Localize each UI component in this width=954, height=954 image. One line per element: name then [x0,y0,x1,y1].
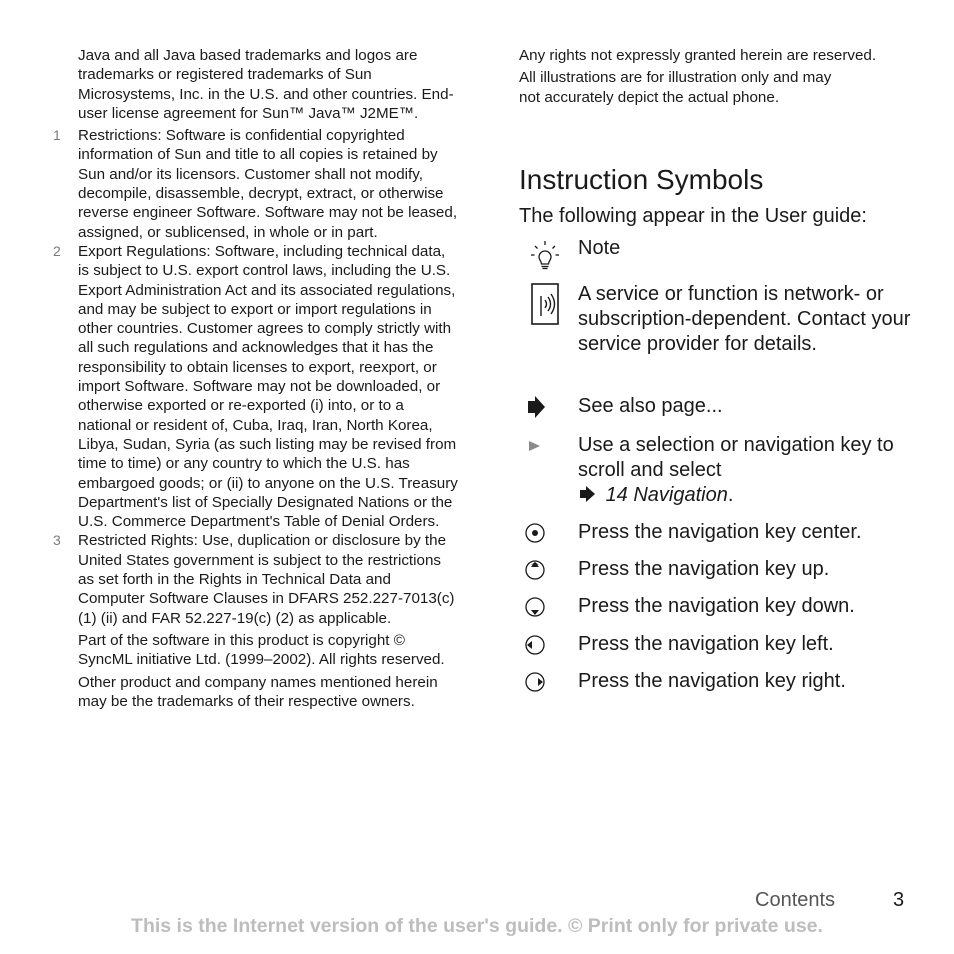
item-number: 2 [53,242,61,259]
syncml-paragraph: Part of the software in this product is copyright © SyncML initiative Ltd. (1999–2002). All rights reserved. [78,631,445,669]
footer-contents-link[interactable]: Contents [755,889,836,911]
symbol-text: Press the navigation key left. [578,633,834,655]
selection-text: Use a selection or navigation key to scroll and select [578,434,894,481]
triangle-pointer-icon [519,433,559,473]
illustration-disclaimer: All illustrations are for illustration only and may not accurately depict the actual phone. [519,69,832,106]
nav-key-left-icon [519,632,559,672]
symbol-text: See also page... [578,395,723,417]
java-trademark-paragraph: Java and all Java based trademarks and logos are trademarks or registered trademarks of Sun Microsystems, Inc. in the U.S. and other countries. End-user license agreement for Sun™ Java™ J2ME™. [78,47,454,122]
item-text: Restricted Rights: Use, duplication or disclosure by the United States government is subject to the restrictions as set forth in the Rights in Technical Data and Computer Software Clauses in DFARS 252.227-7013(c) (1) (ii) and FAR 52.227-19(c) (2) as applicable. [78,532,455,627]
arrow-right-icon [519,394,559,434]
item-number: 1 [53,127,61,144]
rights-reserved-text: Any rights not expressly granted herein are reserved. [519,47,877,64]
item-text: Export Regulations: Software, including technical data, is subject to U.S. export control laws, including the U.S. Export Administration Act and its associated regulations, and may be subject to export or import regulations in other countries. Customer agrees to comply strictly with all such regulations and acknowledges that it has the responsibility to obtain licenses to export, reexport, or import Software. Software may not be downloaded, or otherwise exported or re-exported (i) into, or to a national or resident of, Cuba, Iraq, Iran, North Korea, Libya, Sudan, Syria (as such listing may be revised from time to time) or any country to which the U.S. has embargoed goods; or (ii) to anyone on the U.S. Treasury Department's list of Specially Designated Nations or the U.S. Commerce Department's Table of Denial Orders. [78,242,458,531]
symbol-text: Press the navigation key up. [578,558,830,580]
nav-key-down-icon [519,594,559,634]
restriction-item-2 [53,242,458,531]
item-text: Restrictions: Software is confidential copyrighted information of Sun and title to all copies is retained by Sun and/or its licensors. Customer shall not modify, decompile, disassemble, decrypt, extract, or otherwise reverse engineer Software. Software may not be leased, assigned, or sublicensed, in whole or in part. [78,127,458,241]
symbol-text: Press the navigation key down. [578,595,855,617]
reference-suffix: . [727,484,734,506]
symbol-text [578,433,918,508]
navigation-reference-link[interactable]: 14 Navigation [605,484,728,506]
lightbulb-note-icon [519,236,559,276]
arrow-right-icon [578,485,600,503]
nav-key-right-icon [519,669,559,709]
page-number: 3 [893,889,905,911]
symbol-text: A service or function is network- or subscription-dependent. Contact your service provider for details. [578,283,911,355]
symbol-text: Note [578,237,621,259]
item-number: 3 [53,532,61,549]
restriction-item-1 [53,126,458,242]
left-column [53,46,458,714]
internet-version-notice: This is the Internet version of the user's guide. © Print only for private use. [131,915,823,937]
restriction-item-3 [53,531,458,627]
nav-key-center-icon [519,520,559,560]
network-dependent-icon [519,282,559,322]
section-lead: The following appear in the User guide: [519,205,867,227]
section-heading: Instruction Symbols [519,164,764,195]
symbol-text: Press the navigation key center. [578,521,862,543]
other-trademarks-paragraph: Other product and company names mentioned herein may be the trademarks of their respective owners. [78,673,438,710]
symbol-text: Press the navigation key right. [578,670,846,692]
right-column [519,46,919,228]
nav-key-up-icon [519,557,559,597]
